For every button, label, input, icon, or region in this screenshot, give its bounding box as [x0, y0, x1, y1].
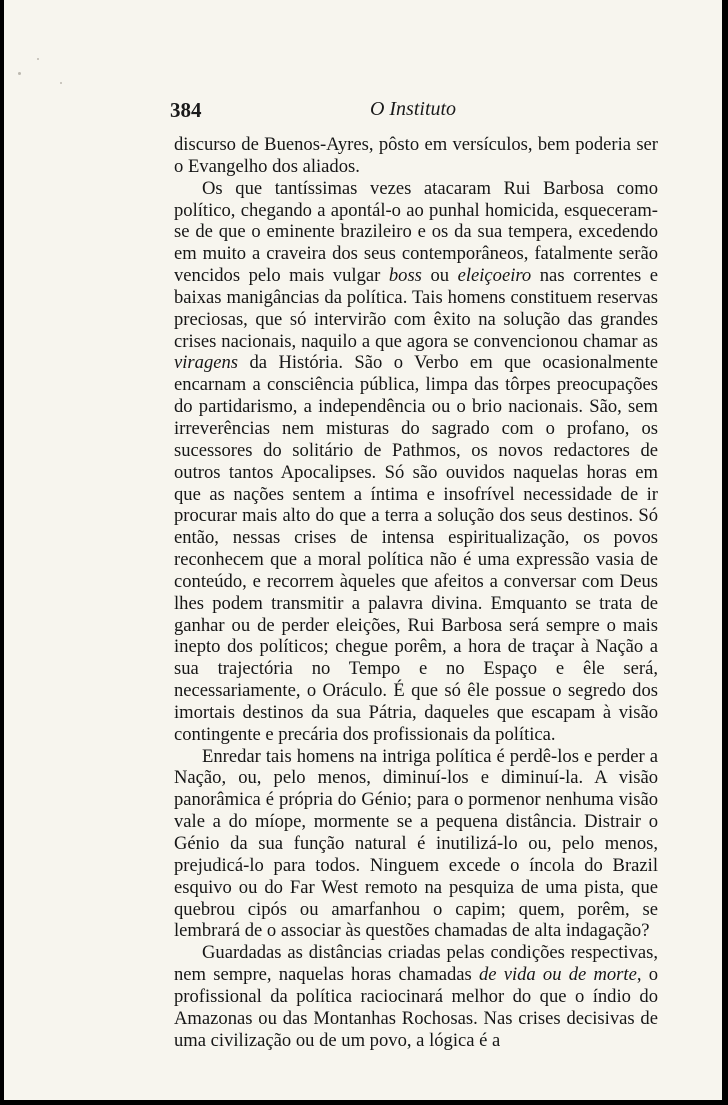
- italic-text: boss: [388, 265, 422, 287]
- paper-speck: [60, 82, 62, 84]
- italic-text: de vida ou de morte: [478, 964, 637, 986]
- paper-speck: [37, 58, 39, 60]
- paragraph-text: Guardadas as distâncias criadas pelas condições respectivas, nem sempre, naquelas horas chamadas: [174, 942, 658, 986]
- paragraph-text: nas correntes e baixas manigâncias da política. Tais homens constituem reservas preciosas, que só intervirão com êxito na solução das grandes crises nacionais, naquilo a que agora se convencionou chamar as: [174, 265, 658, 352]
- book-page: [4, 0, 722, 1100]
- paragraph-text: , o profissional da política raciocinará melhor do que o índio do Amazonas ou das Montanhas Rochosas. Nas crises decisivas de uma civilização ou de um povo, a lógica é a: [174, 964, 658, 1051]
- paragraph-text: Os que tantíssimas vezes atacaram Rui Barbosa como político, chegando a apontál-o ao punhal homicida, esqueceram-se de que o eminente brazileiro e os da sua tempera, excedendo em muito a craveira dos seus contemporâneos, fatalmente serão vencidos pelo mais vulgar: [174, 177, 658, 287]
- paragraph: [174, 746, 658, 943]
- paragraph: [174, 942, 658, 1051]
- paragraph-text: discurso de Buenos-Ayres, pôsto em versículos, bem poderia ser o Evangelho dos aliados.: [174, 134, 658, 177]
- paper-speck: [18, 72, 21, 75]
- paragraph: [174, 134, 658, 178]
- italic-text: eleiçoeiro: [457, 265, 532, 287]
- paragraph: [174, 178, 658, 746]
- page-header: [170, 98, 656, 124]
- page-number: 384: [170, 98, 202, 122]
- italic-text: viragens: [174, 352, 239, 374]
- body-text: [174, 134, 658, 1051]
- paragraph-text: ou: [421, 265, 458, 287]
- running-title: O Instituto: [369, 98, 457, 120]
- paragraph-text: da História. São o Verbo em que ocasionalmente encarnam a consciência pública, limpa das tôrpes preocupações do partidarismo, a independência ou o brio nacionais. São, sem irreverências nem misturas do sagrado com o profano, os sucessores do solitário de Pathmos, os novos redactores de outros tantos Apocalipses. Só são ouvidos naquelas horas em que as nações sentem a íntima e insofrível necessidade de ir procurar mais alto do que a terra a solução dos seus destinos. Só então, nessas crises de intensa espiritualização, os povos reconhecem que a moral política não é uma expressão vasia de conteúdo, e recorrem àqueles que afeitos a conversar com Deus lhes podem transmitir a palavra divina. Emquanto se trata de ganhar ou de perder eleições, Rui Barbosa será sempre o mais inepto dos políticos; chegue porêm, a hora de traçar à Nação a sua trajectória no Tempo e no Espaço e êle será, necessariamente, o Oráculo. É que só êle possue o segredo dos imortais destinos da sua Pátria, daqueles que escapam à visão contingente e precária dos profissionais da política.: [174, 352, 658, 745]
- paragraph-text: Enredar tais homens na intriga política é perdê-los e perder a Nação, ou, pelo menos, diminuí-los e diminuí-la. A visão panorâmica é própria do Génio; para o pormenor nenhuma visão vale a do míope, mormente se a pequena distância. Distrair o Génio da sua função natural é inutilizá-lo ou, pelo menos, prejudicá-lo para todos. Ninguem excede o íncola do Brazil esquivo ou do Far West remoto na pesquiza de uma pista, que quebrou cipós ou amarfanhou o capim; quem, porêm, se lembrará de o associar às questões chamadas de alta indagação?: [174, 745, 658, 942]
